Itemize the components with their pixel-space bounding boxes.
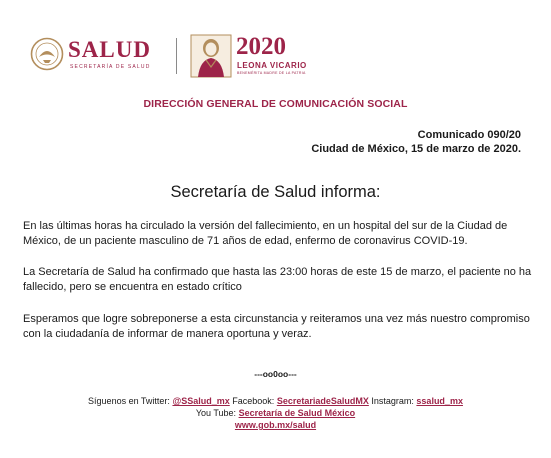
eagle-emblem-icon (30, 37, 64, 71)
release-number: Comunicado 090/20 (417, 129, 521, 141)
release-place-date: Ciudad de México, 15 de marzo de 2020. (311, 143, 521, 155)
facebook-label: Facebook: (232, 396, 275, 406)
logo-divider (176, 38, 177, 74)
instagram-label: Instagram: (371, 396, 414, 406)
salud-logo (30, 34, 165, 78)
social-line-3 (0, 419, 551, 431)
year-logo (190, 34, 330, 78)
year-wordmark: 2020 (236, 33, 286, 60)
social-links (0, 395, 551, 431)
year-subtitle: BENEMÉRITA MADRE DE LA PATRIA (237, 71, 306, 75)
facebook-link[interactable]: SecretariadeSaludMX (276, 396, 369, 406)
salud-subtitle: SECRETARÍA DE SALUD (70, 64, 151, 70)
release-info (311, 128, 521, 156)
page-title: Secretaría de Salud informa: (170, 183, 381, 201)
salud-wordmark: SALUD (68, 37, 151, 62)
paragraph: En las últimas horas ha circulado la versión del fallecimiento, en un hospital del sur de la Ciudad de México, de un paciente masculino de 71 años de edad, enfermo de coronavirus COVID-19. (23, 220, 508, 247)
twitter-link[interactable]: @SSalud_mx (172, 396, 230, 406)
twitter-label: Síguenos en Twitter: (88, 396, 170, 406)
separator: ---oo0oo--- (254, 369, 297, 379)
social-line-2 (0, 407, 551, 419)
paragraph: Esperamos que logre sobreponerse a esta circunstancia y reiteramos una vez más nuestro compromiso con la ciudadanía de informar de manera oportuna y veraz. (23, 313, 530, 340)
letterhead (30, 34, 330, 78)
youtube-label: You Tube: (195, 408, 237, 418)
year-honoree: LEONA VICARIO (237, 61, 307, 70)
portrait-icon (190, 34, 232, 78)
paragraph: La Secretaría de Salud ha confirmado que hasta las 23:00 horas de este 15 de marzo, el paciente no ha fallecido, pero se encuentra en estado crítico (23, 266, 532, 293)
social-line-1 (0, 395, 551, 407)
website-link[interactable]: www.gob.mx/salud (234, 420, 317, 430)
youtube-link[interactable]: Secretaría de Salud México (238, 408, 356, 418)
department-heading: DIRECCIÓN GENERAL DE COMUNICACIÓN SOCIAL (143, 98, 408, 110)
instagram-link[interactable]: ssalud_mx (416, 396, 463, 406)
